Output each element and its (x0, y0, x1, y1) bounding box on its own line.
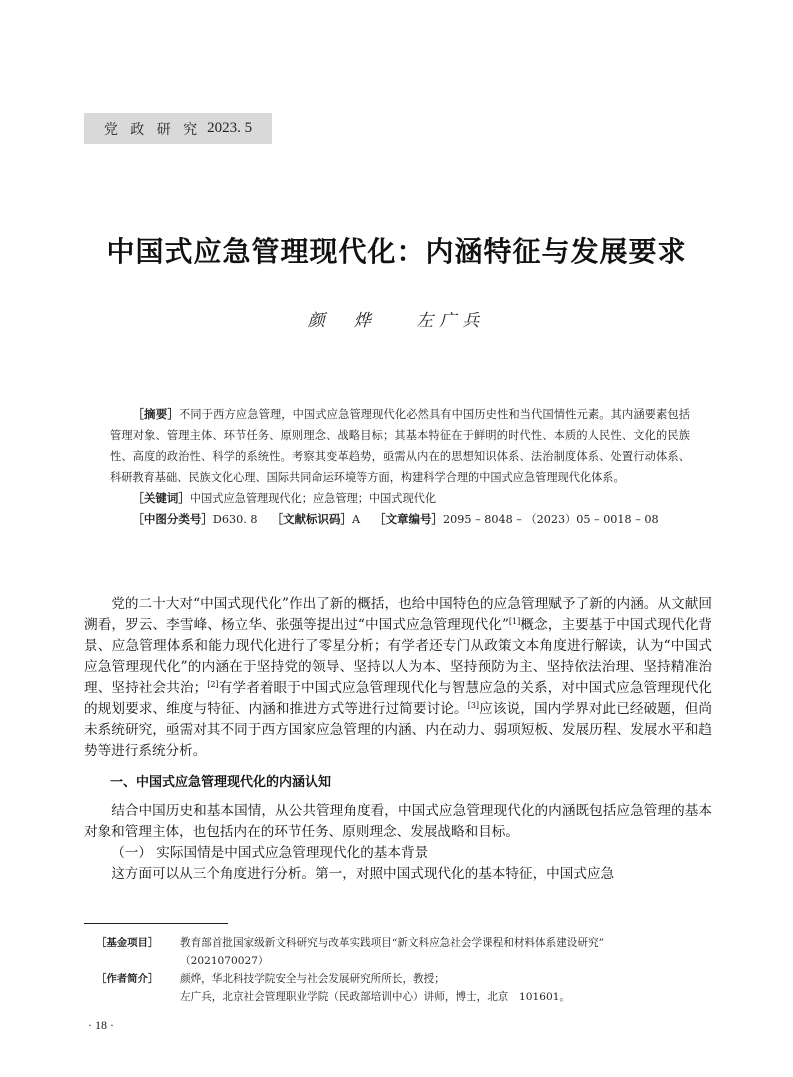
intro-part-2: 概念，主要基于中国式现代化背景、应急管理体系和能力现代化进行了零星分析；有学者还专门从政策文本角度进行解读，认为“中国式应急管理现代化”的内涵在于坚持党的领导、坚持以人为本、坚持预防为主、坚持依法治理、坚持精准治理、坚持社会共治； (84, 617, 713, 696)
doc-value: A (351, 513, 361, 526)
citation-2[interactable]: [2] (207, 680, 219, 689)
fund-text-1: 教育部首批国家级新文科研究与改革实践项目“新文科应急社会学课程和材料体系建设研究” (180, 937, 604, 949)
classification-line (110, 509, 690, 530)
intro-part-4: 应该说，国内学界对此已经破题，但尚未系统研究，亟需对其不同于西方国家应急管理的内涵、内在动力、弱项短板、发展历程、发展水平和趋势等进行系统分析。 (84, 701, 713, 759)
author-note (84, 970, 724, 1006)
keywords (110, 488, 690, 509)
doc-label: ［文献标识码］ (271, 512, 352, 526)
citation-1[interactable]: [1] (508, 617, 521, 626)
paragraph-intro (84, 594, 712, 762)
citation-3[interactable]: [3] (467, 701, 480, 710)
journal-header (84, 113, 272, 144)
abstract-label: ［摘要］ (132, 407, 180, 421)
clc-label: ［中图分类号］ (132, 512, 213, 526)
intro-part-1: 党的二十大对“中国式现代化”作出了新的概括，也给中国特色的应急管理赋予了新的内涵。从文献回溯看，罗云、李雪峰、杨立华、张强等提出过“中国式应急管理现代化” (84, 596, 712, 633)
abstract-text: 不同于西方应急管理，中国式应急管理现代化必然具有中国历史性和当代国情性元素。其内涵要素包括管理对象、管理主体、环节任务、原则理念、战略目标；其基本特征在于鲜明的时代性、本质的人民性、文化的民族性、高度的政治性、科学的系统性。考察其变革趋势，亟需从内在的思想知识体系、法治制度体系、处置行动体系、科研教育基础、民族文化心理、国际共同命运环境等方面，构建科学合理的中国式应急管理现代化体系。 (110, 408, 690, 484)
footnote-rule (84, 923, 228, 924)
paragraph-2: 结合中国历史和基本国情，从公共管理角度看，中国式应急管理现代化的内涵既包括应急管理的基本对象和管理主体，也包括内在的环节任务、原则理念、发展战略和目标。 (84, 803, 712, 840)
page-number: · 18 · (88, 1018, 114, 1032)
intro-part-3: 有学者着眼于中国式应急管理现代化与智慧应急的关系，对中国式应急管理现代化的规划要求、维度与特征、内涵和推进方式等进行过简要讨论。 (84, 680, 713, 717)
author-note-2: 左广兵，北京社会管理职业学院（民政部培训中心）讲师，博士，北京 101601。 (180, 991, 571, 1003)
fund-note (84, 934, 724, 970)
author-note-1: 颜烨，华北科技学院安全与社会发展研究所所长，教授； (180, 973, 445, 985)
author-2: 左广兵 (416, 311, 486, 331)
subsection-heading-1: （一） 实际国情是中国式应急管理现代化的基本背景 (111, 845, 429, 861)
article-body (84, 594, 712, 885)
section-heading-1: 一、中国式应急管理现代化的内涵认知 (110, 775, 332, 790)
article-title: 中国式应急管理现代化：内涵特征与发展要求 (106, 235, 687, 268)
keywords-label: ［关键词］ (132, 491, 190, 505)
author-1: 颜 烨 (307, 311, 377, 331)
keywords-text: 中国式应急管理现代化；应急管理；中国式现代化 (189, 492, 437, 505)
clc-value: D630. 8 (212, 513, 258, 526)
article-no-value: 2095 – 8048 – （2023）05 – 0018 – 08 (443, 513, 659, 526)
journal-name: 党 政 研 究 (103, 121, 202, 138)
fund-label: ［基金项目］ (96, 937, 159, 949)
paragraph-3: 这方面可以从三个角度进行分析。第一，对照中国式现代化的基本特征，中国式应急 (111, 866, 615, 882)
journal-issue: 2023. 5 (207, 120, 253, 136)
author-line (0, 306, 793, 331)
footnotes (84, 934, 724, 1006)
fund-text-2: （2021070027） (180, 955, 269, 967)
author-note-label: ［作者简介］ (96, 973, 159, 985)
abstract (110, 404, 690, 488)
abstract-block (110, 404, 690, 530)
article-no-label: ［文章编号］ (374, 512, 444, 526)
